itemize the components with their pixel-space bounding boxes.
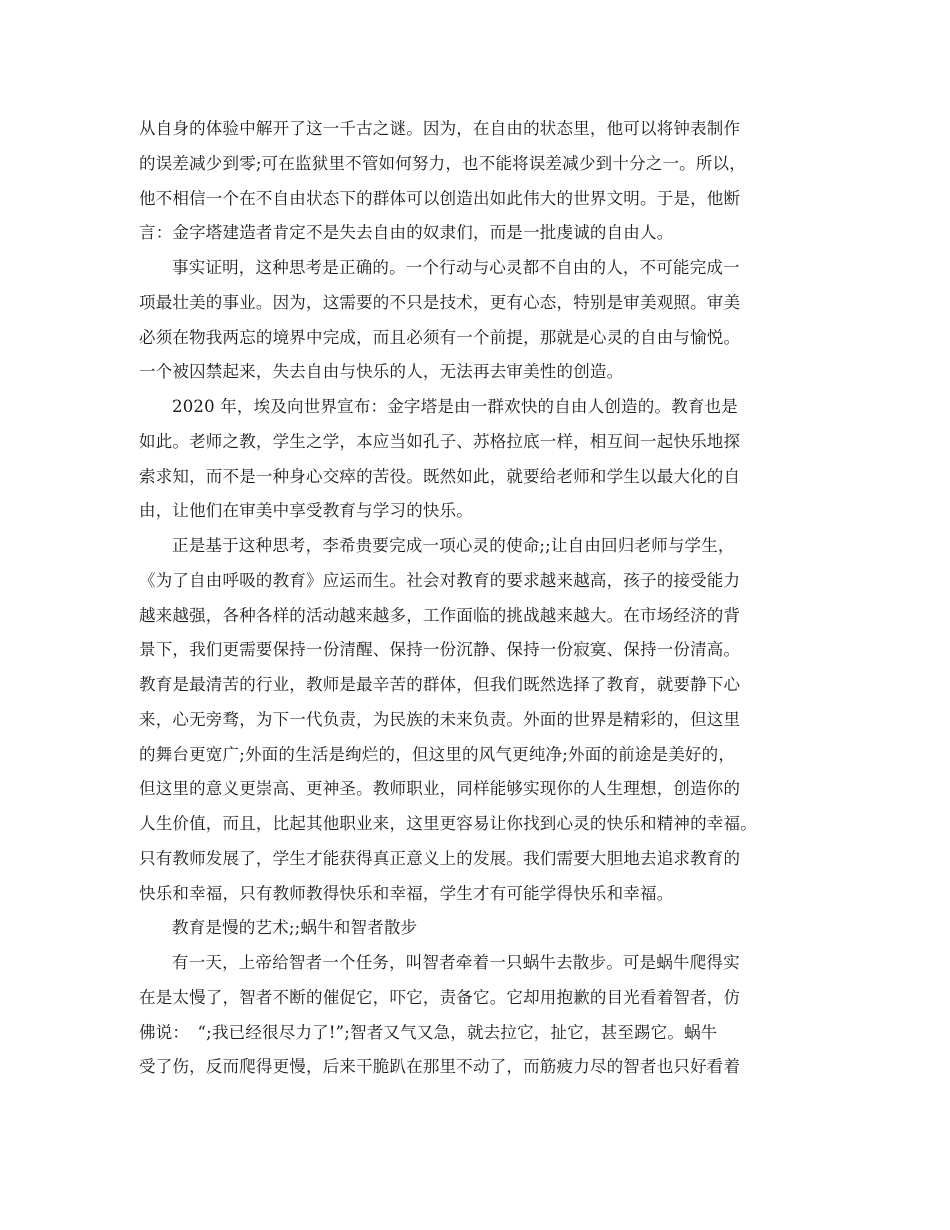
text-line-11: 索求知，而不是一种身心交瘁的苦役。既然如此，就要给老师和学生以最大化的自 [139,466,741,486]
text-line-1: 从自身的体验中解开了这一千古之谜。因为，在自由的状态里，他可以将钟表制作 [139,119,741,138]
paragraph-start-line-9: 2020 年，埃及向世界宣布：金字塔是由一群欢快的自由人创造的。教育也是 [172,397,738,416]
text-line-6: 项最壮美的事业。因为，这需要的不只是技术，更有心态，特别是审美观照。审美 [139,292,741,312]
text-line-17: 教育是最清苦的行业，教师是最辛苦的群体，但我们既然选择了教育，就要静下心 [139,675,741,694]
text-line-23: 快乐和幸福，只有教师教得快乐和幸福，学生才有可能学得快乐和幸福。 [139,883,674,903]
paragraph-start-line-5: 事实证明，这种思考是正确的。一个行动与心灵都不自由的人，不可能完成一 [172,258,740,277]
text-line-28: 受了伤，反而爬得更慢，后来干脆趴在那里不动了，而筋疲力尽的智者也只好看着 [139,1057,741,1077]
text-line-21: 人生价值，而且，比起其他职业来，这里更容易让你找到心灵的快乐和精神的幸福。 [139,814,757,833]
text-line-2: 的误差减少到零;可在监狱里不管如何努力，也不能将误差减少到十分之一。所以， [139,153,746,173]
text-line-10: 如此。老师之教，学生之学，本应当如孔子、苏格拉底一样，相互间一起快乐地探 [139,431,741,451]
text-line-12: 由，让他们在审美中享受教育与学习的快乐。 [139,501,473,521]
text-line-3: 他不相信一个在不自由状态下的群体可以创造出如此伟大的世界文明。于是，他断 [139,188,741,208]
section-heading-line-24: 教育是慢的艺术;;蜗牛和智者散步 [172,918,418,938]
text-line-16: 景下，我们更需要保持一份清醒、保持一份沉静、保持一份寂寞、保持一份清高。 [139,640,741,660]
text-line-14: 《为了自由呼吸的教育》应运而生。社会对教育的要求越来越高，孩子的接受能力 [139,570,741,590]
document-body [139,112,829,1085]
text-line-4: 言：金字塔建造者肯定不是失去自由的奴隶们，而是一批虔诚的自由人。 [139,223,674,243]
text-line-19: 的舞台更宽广;外面的生活是绚烂的，但这里的风气更纯净;外面的前途是美好的， [139,744,736,764]
paragraph-start-line-25: 有一天，上帝给智者一个任务，叫智者牵着一只蜗牛去散步。可是蜗牛爬得实 [172,953,740,972]
paragraph-start-line-13: 正是基于这种思考，李希贵要完成一项心灵的使命;;让自由回归老师与学生， [172,536,735,555]
text-line-7: 必须在物我两忘的境界中完成，而且必须有一个前提，那就是心灵的自由与愉悦。 [139,327,741,347]
text-line-18: 来，心无旁骛，为下一代负责，为民族的未来负责。外面的世界是精彩的，但这里 [139,709,741,729]
text-line-8: 一个被囚禁起来，失去自由与快乐的人，无法再去审美性的创造。 [139,362,624,382]
text-line-26: 在是太慢了，智者不断的催促它，吓它，责备它。它却用抱歉的目光看着智者，仿 [139,987,741,1007]
text-line-20: 但这里的意义更崇高、更神圣。教师职业，同样能够实现你的人生理想，创造你的 [139,779,741,799]
text-line-22: 只有教师发展了，学生才能获得真正意义上的发展。我们需要大胆地去追求教育的 [139,848,741,868]
text-line-27: 佛说： “;我已经很尽力了!”;智者又气又急，就去拉它，扯它，甚至踢它。蜗牛 [139,1022,718,1042]
text-line-15: 越来越强，各种各样的活动越来越多，工作面临的挑战越来越大。在市场经济的背 [139,605,741,625]
